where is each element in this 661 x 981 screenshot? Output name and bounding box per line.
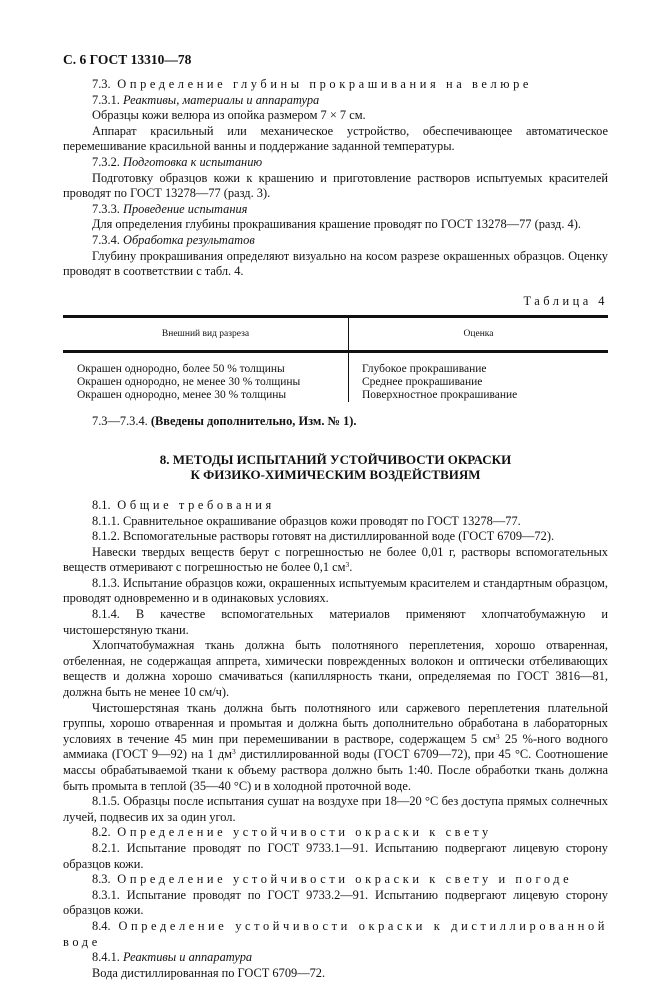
table-cell: Окрашен однородно, более 50 % толщины <box>63 352 349 377</box>
document-body <box>63 77 608 981</box>
table-caption: Таблица 4 <box>523 293 608 308</box>
table-cell: Окрашен однородно, не менее 30 % толщины <box>63 376 349 389</box>
subsection-7-3-2: 7.3.2. Подготовка к испытанию <box>92 154 263 169</box>
subsection-7-3-4: 7.3.4. Обработка результатов <box>92 232 255 247</box>
table-4 <box>63 315 608 402</box>
paragraph: Для определения глубины прокрашивания крашение проводят по ГОСТ 13278—77 (разд. 4). <box>92 217 581 232</box>
subsection-7-3-3: 7.3.3. Проведение испытания <box>92 201 248 216</box>
table-cell: Среднее прокрашивание <box>362 376 483 389</box>
paragraph: Глубину прокрашивания определяют визуально на косом разрезе окрашенных образцов. Оценку проводят в соответствии с табл. 4. <box>63 248 608 279</box>
paragraph: Аппарат красильный или механическое устройство, обеспечивающее автоматическое перемешивание красильной ванны и поддержание заданной температуры. <box>63 123 608 154</box>
section-7-3-title: 7.3. Определение глубины прокрашивания на велюре <box>92 77 533 91</box>
paragraph: Навески твердых веществ берут с погрешностью не более 0,01 г, растворы вспомогательных веществ отмеривают с погрешностью не более 0,1 $см^3$. <box>63 544 608 575</box>
page-header: С. 6 ГОСТ 13310—78 <box>63 52 192 67</box>
column-header: Внешний вид разреза <box>63 317 349 352</box>
section-8-1-title: 8.1. Общие требования <box>92 497 275 512</box>
subsection-8-4-1: 8.4.1. Реактивы и аппаратура <box>92 950 253 965</box>
column-header: Оценка <box>349 317 609 352</box>
paragraph: Хлопчатобумажная ткань должна быть полотняного переплетения, хорошо отваренная, отбеленная, не содержащая аппрета, химически поврежденных волокон и оптически отбеливающих веществ и должна хорошо смачиваться (капиллярность ткани, определяемая по ГОСТ 3816—81, должна быть не менее 10 см/ч). <box>63 638 608 700</box>
table-cell: Поверхностное прокрашивание <box>362 389 518 402</box>
amendment-note: 7.3—7.3.4. (Введены дополнительно, Изм. № 1). <box>92 414 357 429</box>
section-8-2-title: 8.2. Определение устойчивости окраски к свету <box>92 825 492 840</box>
section-8-3-title: 8.3. Определение устойчивости окраски к свету и погоде <box>92 872 573 887</box>
paragraph: 8.1.3. Испытание образцов кожи, окрашенных испытуемым красителем и стандартным образцом, проводят одновременно и в одинаковых условиях. <box>63 575 608 606</box>
paragraph: Вода дистиллированная по ГОСТ 6709—72. <box>92 965 326 980</box>
paragraph: 8.1.1. Сравнительное окрашивание образцов кожи проводят по ГОСТ 13278—77. <box>92 513 521 528</box>
paragraph: 8.1.4. В качестве вспомогательных материалов применяют хлопчатобумажную и чистошерстяную ткани. <box>63 607 608 637</box>
paragraph: 8.3.1. Испытание проводят по ГОСТ 9733.2—91. Испытанию подвергают лицевую сторону образцов кожи. <box>63 887 608 918</box>
table-row <box>63 389 608 402</box>
subsection-7-3-1: 7.3.1. Реактивы, материалы и аппаратура <box>92 92 320 107</box>
table-cell: Окрашен однородно, менее 30 % толщины <box>63 389 349 402</box>
section-8-heading: 8. МЕТОДЫ ИСПЫТАНИЙ УСТОЙЧИВОСТИ ОКРАСКИ К ФИЗИКО-ХИМИЧЕСКИМ ВОЗДЕЙСТВИЯМ <box>159 451 512 482</box>
paragraph: Образцы кожи велюра из опойка размером 7 × 7 см. <box>92 108 366 123</box>
paragraph: Чистошерстяная ткань должна быть полотняного или саржевого переплетения плательной группы, хорошо отваренная и промытая и должна быть дополнительно обработана в лабораторных условиях в течение 45 мин при перемешивании в растворе, содержащем 5 $см^3$ 25 %-ного водного аммиака (ГОСТ 9—92) на 1 $дм^3$ дистиллированной воды (ГОСТ 6709—72), при 45 °С. Соотношение массы обрабатываемой ткани к объему раствора должно быть 1:40. После обработки ткань должна быть промыта в теплой (35—40 °С) и в холодной проточной воде. <box>63 700 608 793</box>
paragraph: 8.1.2. Вспомогательные растворы готовят на дистиллированной воде (ГОСТ 6709—72). <box>92 529 555 544</box>
paragraph: 8.2.1. Испытание проводят по ГОСТ 9733.1—91. Испытанию подвергают лицевую сторону образцов кожи. <box>63 840 608 871</box>
paragraph: 8.1.5. Образцы после испытания сушат на воздухе при 18—20 °С без доступа прямых солнечных лучей, подвесив их за один угол. <box>63 794 608 824</box>
table-row <box>63 376 608 389</box>
table-row <box>63 352 608 377</box>
table-header-row <box>63 317 608 352</box>
table-cell: Глубокое прокрашивание <box>362 363 487 376</box>
paragraph: Подготовку образцов кожи к крашению и приготовление растворов испытуемых красителей проводят по ГОСТ 13278—77 (разд. 3). <box>63 170 608 201</box>
section-8-4-title: 8.4. Определение устойчивости окраски к дистиллированной воде <box>63 918 608 949</box>
